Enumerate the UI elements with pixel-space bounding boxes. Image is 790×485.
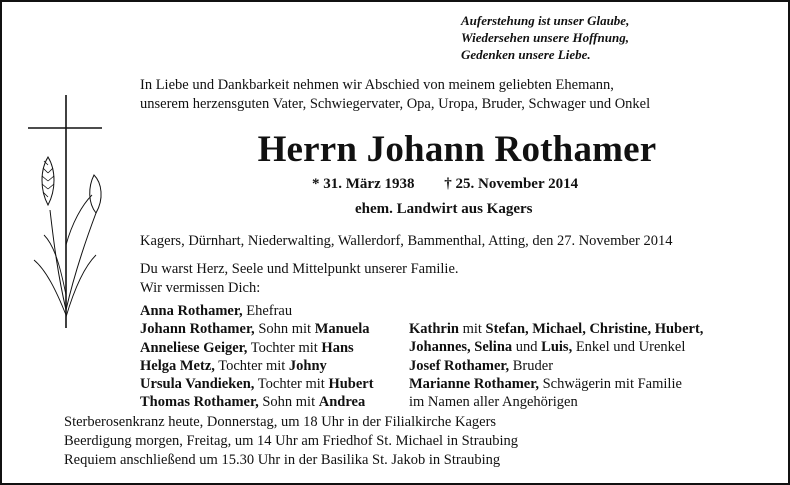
intro-line: unserem herzensguten Vater, Schwiegervater, Opa, Uropa, Bruder, Schwager und Onkel bbox=[140, 95, 651, 112]
motto-line: Gedenken unsere Liebe. bbox=[461, 47, 591, 62]
mourners-list-left bbox=[140, 302, 374, 412]
motto bbox=[461, 12, 629, 63]
death-date: † 25. November 2014 bbox=[444, 176, 579, 192]
service-line-rosary: Sterberosenkranz heute, Donnerstag, um 18 Uhr in der Filialkirche Kagers bbox=[64, 414, 497, 430]
mourner-entry: Marianne Rothamer, Schwägerin mit Familie bbox=[409, 375, 682, 392]
family-quote bbox=[140, 260, 459, 297]
motto-line: Auferstehung ist unser Glaube, bbox=[461, 13, 630, 28]
mourner-entry: Anneliese Geiger, Tochter mit Hans bbox=[140, 339, 354, 356]
mourners-list-right bbox=[409, 320, 703, 411]
places-and-date: Kagers, Dürnhart, Niederwalting, Wallerdorf, Bammenthal, Atting, den 27. November 2014 bbox=[140, 233, 673, 249]
quote-line: Wir vermissen Dich: bbox=[140, 279, 261, 296]
service-line-funeral: Beerdigung morgen, Freitag, um 14 Uhr am Friedhof St. Michael in Straubing bbox=[64, 433, 518, 449]
motto-line: Wiedersehen unsere Hoffnung, bbox=[461, 30, 629, 45]
intro-line: In Liebe und Dankbarkeit nehmen wir Abschied von meinem geliebten Ehemann, bbox=[140, 77, 614, 93]
mourner-entry: Anna Rothamer, Ehefrau bbox=[140, 303, 293, 319]
birth-date: * 31. März 1938 bbox=[312, 176, 415, 192]
occupation: ehem. Landwirt aus Kagers bbox=[355, 201, 533, 217]
mourner-entry: Johannes, Selina und Luis, Enkel und Urenkel bbox=[409, 339, 686, 356]
quote-line: Du warst Herz, Seele und Mittelpunkt unserer Familie. bbox=[140, 261, 459, 277]
mourner-entry: Kathrin mit Stefan, Michael, Christine, Hubert, bbox=[409, 321, 704, 337]
deceased-name: Herrn Johann Rothamer bbox=[257, 129, 657, 170]
life-dates bbox=[312, 176, 604, 193]
mourner-entry: Ursula Vandieken, Tochter mit Hubert bbox=[140, 376, 374, 393]
mourner-entry: Johann Rothamer, Sohn mit Manuela bbox=[140, 321, 370, 338]
mourner-entry: Josef Rothamer, Bruder bbox=[409, 357, 554, 374]
mourner-entry: Thomas Rothamer, Sohn mit Andrea bbox=[140, 394, 366, 411]
mourner-entry: Helga Metz, Tochter mit Johny bbox=[140, 357, 327, 374]
mourner-entry: im Namen aller Angehörigen bbox=[409, 394, 578, 411]
service-line-requiem: Requiem anschließend um 15.30 Uhr in der Basilika St. Jakob in Straubing bbox=[64, 452, 501, 468]
service-schedule bbox=[64, 413, 518, 470]
intro-text bbox=[140, 76, 650, 113]
